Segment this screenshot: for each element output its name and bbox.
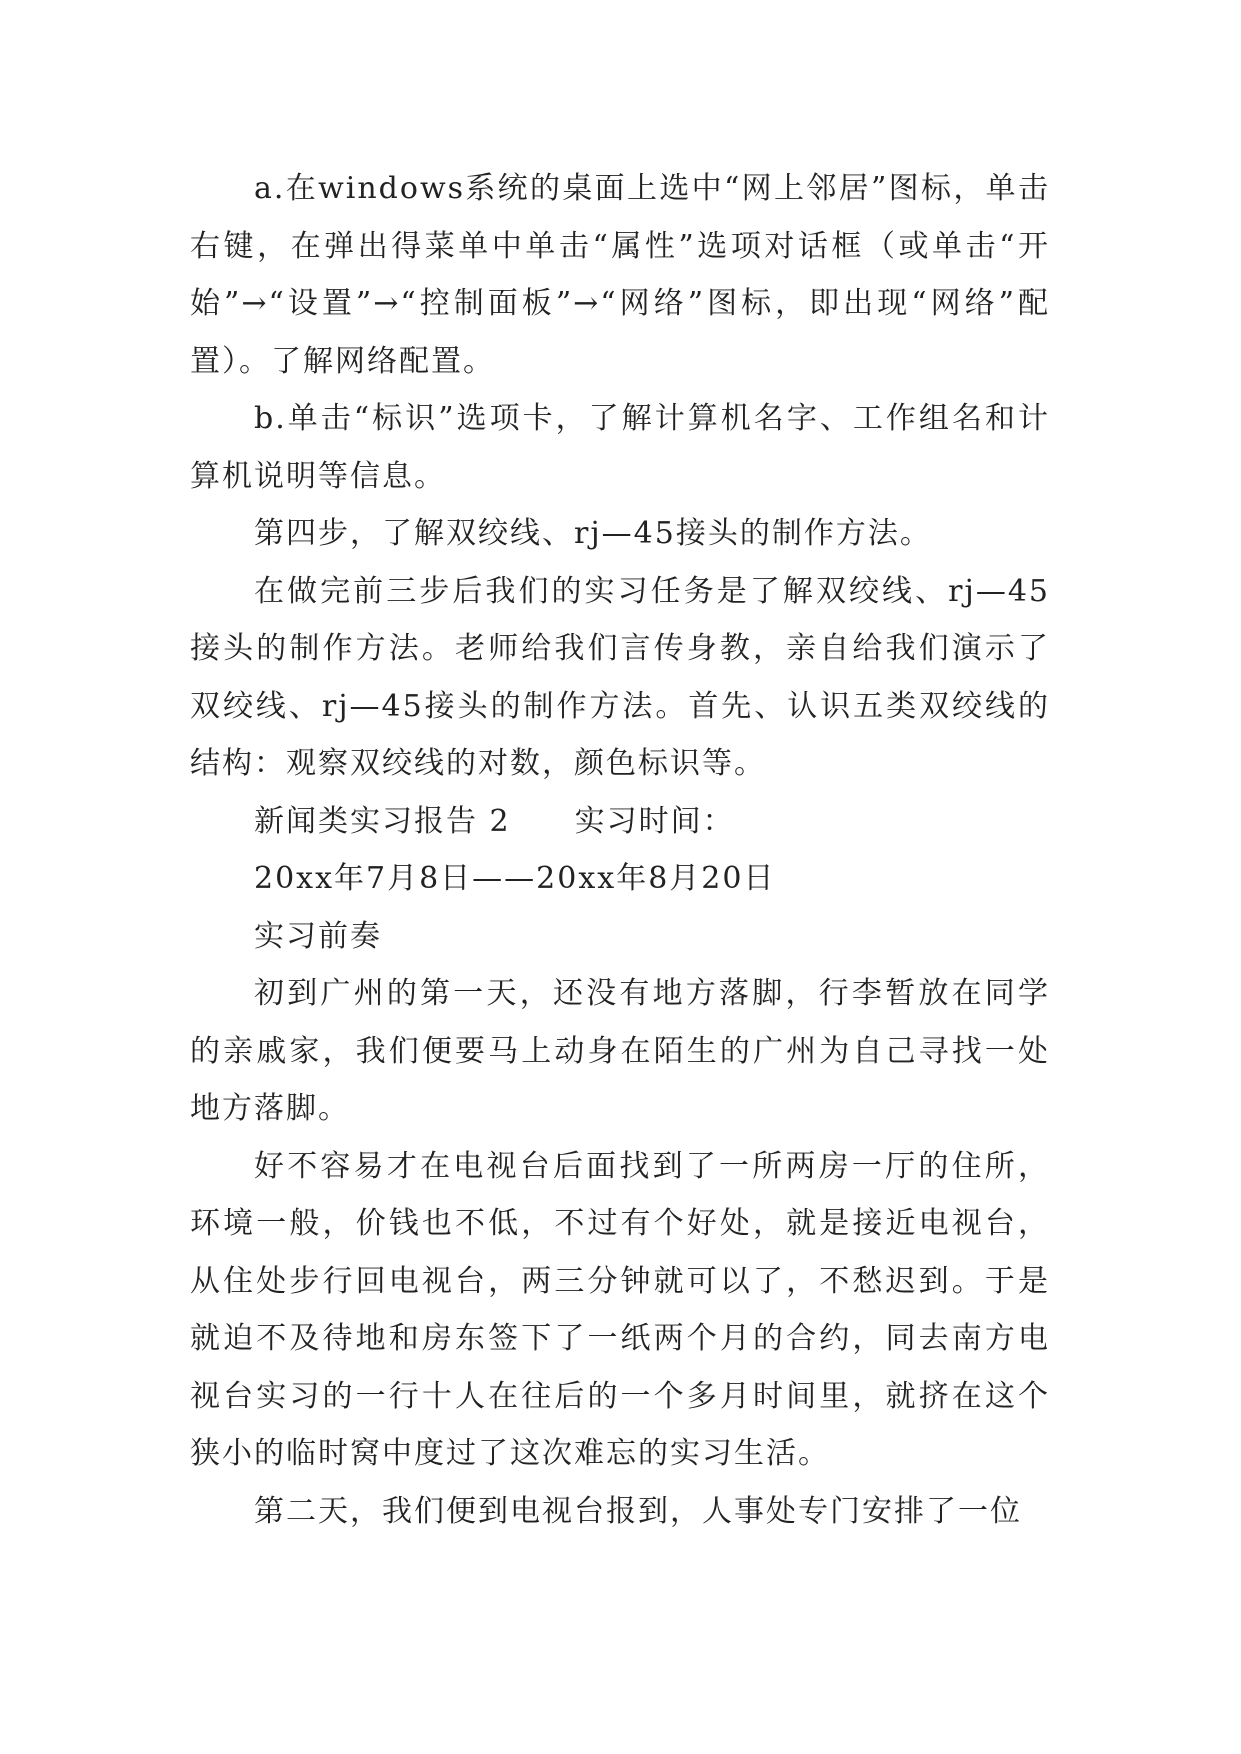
internship-dates: 20xx年7月8日——20xx年8月20日 <box>254 861 776 896</box>
document-body <box>190 160 1050 1540</box>
paragraph-second-day: 第二天，我们便到电视台报到，人事处专门安排了一位 <box>254 1493 1022 1529</box>
report-title-line: 新闻类实习报告 2 实习时间： <box>254 803 735 839</box>
paragraph-step-four: 第四步，了解双绞线、rj—45接头的制作方法。 <box>254 516 932 551</box>
paragraph-identification-tab: b.单击“标识”选项卡，了解计算机名字、工作组名和计算机说明等信息。 <box>190 401 1050 494</box>
paragraph-twisted-pair: 在做完前三步后我们的实习任务是了解双绞线、rj—45接头的制作方法。老师给我们言传身教，亲自给我们演示了双绞线、rj—45接头的制作方法。首先、认识五类双绞线的结构：观察双绞线的对数，颜色标识等。 <box>190 573 1050 781</box>
section-heading-prelude: 实习前奏 <box>254 918 382 954</box>
paragraph-network-config: a.在windows系统的桌面上选中“网上邻居”图标，单击右键，在弹出得菜单中单击“属性”选项对话框（或单击“开始”→“设置”→“控制面板”→“网络”图标，即出现“网络”配置）。了解网络配置。 <box>190 171 1050 379</box>
paragraph-housing: 好不容易才在电视台后面找到了一所两房一厅的住所，环境一般，价钱也不低，不过有个好处，就是接近电视台，从住处步行回电视台，两三分钟就可以了，不愁迟到。于是就迫不及待地和房东签下了一纸两个月的合约，同去南方电视台实习的一行十人在往后的一个多月时间里，就挤在这个狭小的临时窝中度过了这次难忘的实习生活。 <box>190 1148 1050 1471</box>
paragraph-arrival: 初到广州的第一天，还没有地方落脚，行李暂放在同学的亲戚家，我们便要马上动身在陌生的广州为自己寻找一处地方落脚。 <box>190 976 1050 1126</box>
